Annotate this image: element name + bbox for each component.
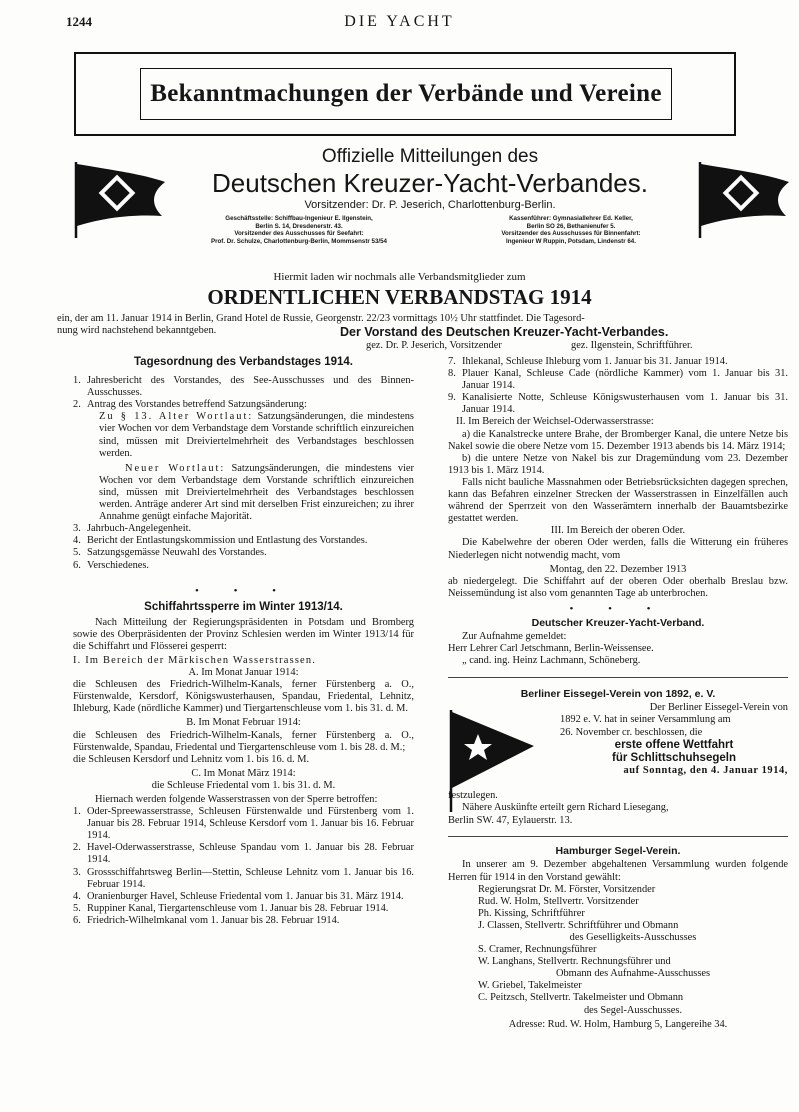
hamburg-intro: In unserer am 9. Dezember abgehaltenen Versammlung wurden folgende Herren für 1914 in den Vorstand gewählt: — [448, 859, 788, 883]
hamburg-address: Adresse: Rud. W. Holm, Hamburg 5, Langereihe 34. — [508, 1018, 728, 1030]
banner-title: Bekanntmachungen der Verbände und Vereine — [150, 80, 662, 107]
hamburg-member: Rud. W. Holm, Stellvertr. Vorsitzender — [478, 895, 639, 907]
hamburg-members — [448, 884, 788, 1017]
official-line2: Deutschen Kreuzer-Yacht-Verbandes. — [212, 168, 648, 198]
waterway-item: 8. Plauer Kanal, Schleuse Cade (nördliche Kammer) vom 1. Januar bis 31. Januar 1914. — [448, 368, 788, 392]
closure-section2: II. Im Bereich der Weichsel-Oderwasserstrasse: — [456, 416, 654, 428]
running-title: DIE YACHT — [344, 13, 455, 30]
waterway-item: 5. Ruppiner Kanal, Tiergartenschleuse vom 1. Januar bis 28. Februar 1914. — [73, 902, 389, 914]
invite-body: ein, der am 11. Januar 1914 in Berlin, Grand Hotel de Russie, Georgenstr. 22/23 vormittags 10½ Uhr stattfindet. Die Tagesord- nung wird nachstehend bekanntgeben. — [57, 313, 585, 337]
hamburg-heading: Hamburger Segel-Verein. — [555, 845, 681, 858]
invite-sig1: gez. Dr. P. Jeserich, Vorsitzender — [366, 340, 502, 351]
invite-sig2: gez. Ilgenstein, Schriftführer. — [571, 340, 693, 351]
waterway-item: 9. Kanalisierte Notte, Schleuse Königswusterhausen vom 1. Januar bis 31. Januar 1914. — [448, 392, 788, 416]
hamburg-member: S. Cramer, Rechnungsführer — [478, 944, 597, 956]
closure-b-head: B. Im Monat Februar 1914: — [186, 717, 301, 729]
closure-section3: III. Im Bereich der oberen Oder. — [550, 525, 686, 537]
divider — [448, 677, 788, 678]
closure-s2b: b) die untere Netze von Nakel bis zur Dragemündung vom 23. Dezember 1913 bis 1. März 1914. — [448, 452, 788, 476]
invite-intro: Hiermit laden wir nochmals alle Verbandsmitglieder zum — [273, 271, 526, 283]
section-dots: • • • — [569, 602, 667, 615]
eissegel-line5: Nähere Auskünfte erteilt gern Richard Liesegang, — [462, 802, 669, 814]
hamburg-member: Ph. Kissing, Schriftführer — [478, 907, 585, 919]
agenda-item: 4. Bericht der Entlastungskommission und Entlastung des Vorstandes. — [73, 535, 368, 547]
divider — [448, 836, 788, 837]
eissegel-line2: 1892 e. V. hat in seiner Versammlung am — [560, 714, 731, 726]
hamburg-member: des Geselligkeits-Ausschusses — [569, 932, 697, 943]
invite-board: Der Vorstand des Deutschen Kreuzer-Yacht-Verbandes. — [340, 325, 669, 339]
official-left-info: Geschäftsstelle: Schiffbau-Ingenieur E. Ilgenstein, Berlin S. 14, Dresdenerstr. 43. Vorsitzender des Ausschusses für Seefahrt: Prof. Dr. Schulze, Charlottenburg-Berlin, Mommsenstr 53/54 — [210, 215, 388, 245]
closure-s3a: Die Kabelwehre der oberen Oder werden, falls die Witterung ein früheres Niederlegen nicht notwendig macht, vom — [448, 537, 788, 561]
dkyv-line2: Herr Lehrer Carl Jetschmann, Berlin-Weissensee. — [448, 643, 654, 655]
waterway-item: 6. Friedrich-Wilhelmkanal vom 1. Januar bis 28. Februar 1914. — [73, 914, 340, 926]
agenda-item: 1. Jahresbericht des Vorstandes, des See-Ausschusses und des Binnen-Ausschusses. — [73, 375, 414, 399]
official-chair: Vorsitzender: Dr. P. Jeserich, Charlottenburg-Berlin. — [304, 199, 556, 211]
eissegel-event1: erste offene Wettfahrt — [614, 738, 734, 751]
agenda-new-wording: Neuer Wortlaut: Satzungsänderungen, die mindestens vier Wochen vor dem Verbandstage dem Vorstande schriftlich einzureichen sind, müssen mit Dreiviertelmehrheit des Verbandstages beschlossen werden. Anträge anderer Art sind mit derselben Frist einzureichen; zu ihrer Annahme genügt einfache Majorität. — [99, 462, 414, 523]
section-dots: • • • — [194, 584, 293, 597]
hamburg-member: Regierungsrat Dr. M. Förster, Vorsitzender — [478, 883, 656, 895]
closure-a-head: A. Im Monat Januar 1914: — [188, 667, 299, 679]
waterway-item: 1. Oder-Spreewasserstrasse, Schleusen Fürstenwalde und Fürstenberg vom 1. Januar bis 28. Februar 1914, Schleuse Kersdorf vom 1. Januar bis 16. Februar 1914. — [73, 806, 414, 842]
agenda-heading: Tagesordnung des Verbandstages 1914. — [134, 356, 353, 368]
page-number: 1244 — [66, 14, 92, 29]
closure-b-text2: die Schleusen Kersdorf und Lehnitz vom 1. bis 16. d. M. — [73, 753, 310, 765]
eissegel-date: auf Sonntag, den 4. Januar 1914, — [623, 764, 788, 776]
closure-heading: Schiffahrtssperre im Winter 1913/14. — [144, 600, 343, 613]
agenda-item: 3. Jahrbuch-Angelegenheit. — [73, 523, 192, 535]
hamburg-member: C. Peitzsch, Stellvertr. Takelmeister und Obmann — [478, 992, 684, 1004]
closure-intro: Nach Mitteilung der Regierungspräsidenten in Potsdam und Bromberg sowie des Oberpräsidenten der Provinz Schlesien werden im Winter 1913/14 für die Schiffahrt und Flösserei gesperrt: — [73, 616, 414, 652]
eissegel-heading: Berliner Eissegel-Verein von 1892, e. V. — [520, 688, 716, 701]
waterway-item: 4. Oranienburger Havel, Schleuse Friedental vom 1. Januar bis 31. März 1914. — [73, 890, 404, 902]
eissegel-line1: Der Berliner Eissegel-Verein von — [649, 702, 788, 714]
agenda-item: 6. Verschiedenes. — [73, 559, 150, 571]
eissegel-line4: festzulegen. — [448, 790, 498, 802]
closure-b-text: die Schleusen des Friedrich-Wilhelm-Kanals, ferner Fürstenberg a. O., Fürstenwalde, Spandau, Friedental und Tiergartenschleuse vom 1. bis 28. d. M.; — [73, 729, 414, 753]
closure-c-text: die Schleuse Friedental vom 1. bis 31. d. M. — [151, 779, 336, 791]
closure-s3date: Montag, den 22. Dezember 1913 — [549, 563, 687, 575]
invite-title: ORDENTLICHEN VERBANDSTAG 1914 — [207, 285, 592, 309]
agenda-old-wording: Zu § 13. Alter Wortlaut: Satzungsänderungen, die mindestens vier Wochen vor dem Verbandstage dem Vorstande schriftlich einzureichen sind, müssen mit Dreiviertelmehrheit des Verbandstages beschlossen werden. — [99, 411, 414, 459]
official-right-info: Kassenführer: Gymnasiallehrer Ed. Keller, Berlin SO 26, Bethanienufer 5. Vorsitzender des Ausschusses für Binnenfahrt: Ingenieur W Ruppin, Potsdam, Lindenstr 64. — [501, 215, 641, 245]
dkyv-heading: Deutscher Kreuzer-Yacht-Verband. — [531, 616, 705, 629]
dkyv-line3: „ cand. ing. Heinz Lachmann, Schöneberg. — [462, 655, 641, 667]
official-line1: Offizielle Mitteilungen des — [321, 146, 539, 167]
hamburg-member: W. Griebel, Takelmeister — [478, 980, 582, 992]
agenda-item: 2. Antrag des Vorstandes betreffend Satzungsänderung: — [73, 399, 307, 411]
right-column — [448, 356, 788, 1031]
closure-a-text: die Schleusen des Friedrich-Wilhelm-Kanals, ferner Fürstenberg a. O., Fürstenwalde, Kersdorf, Königswusterhausen, Spandau, Friedental, Lehnitz, Ihleburg, Kade (nördliche Kammer) und Tiergartenschleuse vom 1. bis 31. d. M. — [73, 679, 414, 715]
closure-s2a: a) die Kanalstrecke untere Brahe, der Bromberger Kanal, die untere Netze bis Nakel sowie die obere Netze vom 15. Dezember 1913 abends bis 14. März 1914; — [448, 428, 788, 452]
hamburg-member: W. Langhans, Stellvertr. Rechnungsführer und — [478, 956, 671, 968]
hamburg-member: J. Classen, Stellvertr. Schriftführer und Obmann — [478, 919, 679, 931]
waterway-item: 3. Grossschiffahrtsweg Berlin—Stettin, Schleuse Lehnitz vom 1. Januar bis 16. Februar 1914. — [73, 866, 414, 890]
dkyv-line1: Zur Aufnahme gemeldet: — [462, 630, 567, 642]
closure-c-head: C. Im Monat März 1914: — [191, 767, 296, 779]
closure-section1: I. Im Bereich der Märkischen Wasserstrassen. — [73, 654, 317, 666]
closure-s2c: Falls nicht bauliche Massnahmen oder Betriebsrücksichten dagegen sprechen, kann das Befahren einzelner Strecken der Wasserstrassen in Einzelfällen auch während der Sperrzeit von den Wasserämtern innerhalb der Bauamtsbezirke gestattet werden. — [448, 476, 788, 525]
left-column — [73, 356, 414, 927]
left-pennant-flag-icon — [72, 160, 168, 240]
eissegel-event2: für Schlittschuhsegeln — [612, 751, 736, 764]
banner-frame — [74, 52, 736, 136]
hamburg-member: Obmann des Aufnahme-Ausschusses — [555, 968, 711, 980]
hamburg-member: des Segel-Ausschusses. — [583, 1004, 683, 1016]
banner-inner-frame — [140, 68, 672, 120]
eissegel-line3: 26. November cr. beschlossen, die — [560, 726, 703, 738]
waterway-item: 2. Havel-Oderwasserstrasse, Schleuse Spandau vom 1. Januar bis 28. Februar 1914. — [73, 842, 414, 866]
eissegel-line6: Berlin SW. 47, Eylauerstr. 13. — [448, 814, 573, 826]
eissegel-block — [448, 702, 788, 830]
right-pennant-flag-icon — [696, 160, 792, 240]
agenda-item: 5. Satzungsgemässe Neuwahl des Vorstandes. — [73, 547, 267, 559]
closure-s3b: ab niedergelegt. Die Schiffahrt auf der oberen Oder oberhalb Breslau bzw. Neissemündung ist also vom genannten Tage ab unterbrochen. — [448, 575, 788, 599]
waterway-item: 7. Ihlekanal, Schleuse Ihleburg vom 1. Januar bis 31. Januar 1914. — [448, 356, 728, 367]
closure-further: Hiernach werden folgende Wasserstrassen von der Sperre betroffen: — [95, 794, 378, 805]
